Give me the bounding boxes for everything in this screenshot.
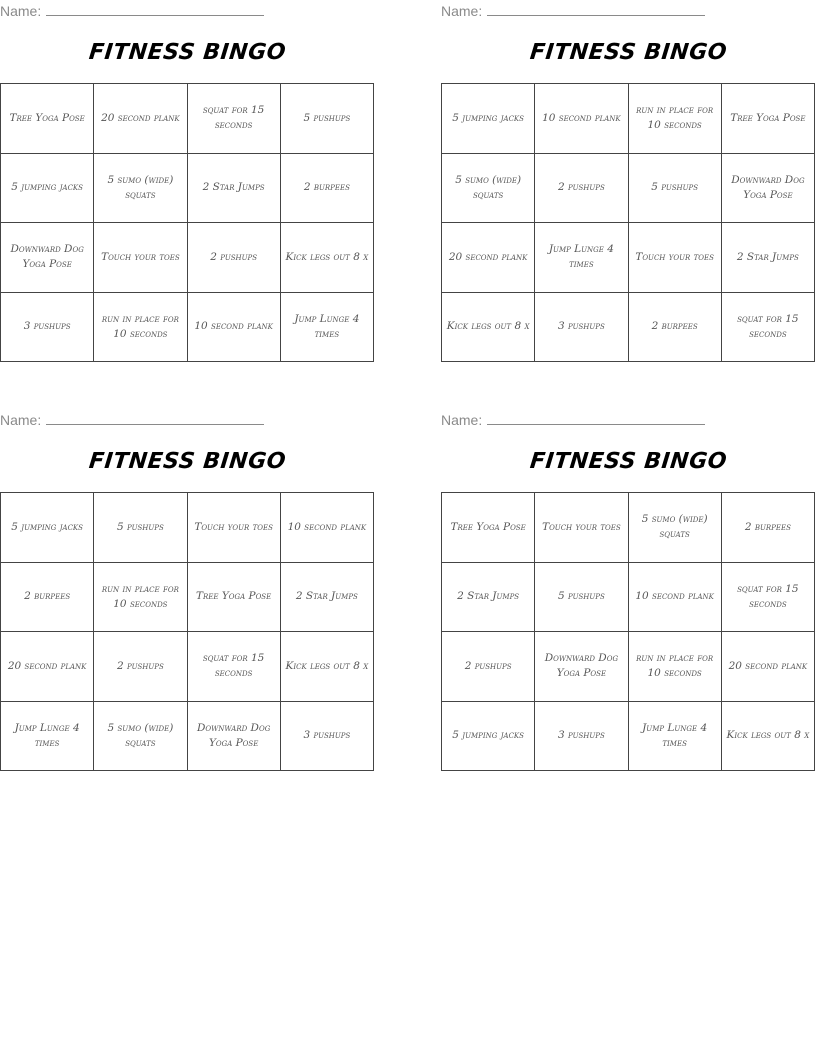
name-field (0, 412, 264, 430)
bingo-cell: 10 second plank (629, 563, 722, 633)
bingo-cell: 5 pushups (629, 154, 722, 224)
bingo-cell: Touch your toes (94, 223, 187, 293)
name-field (441, 3, 705, 21)
bingo-cell: 5 pushups (281, 84, 374, 154)
bingo-cell: 2 pushups (535, 154, 628, 224)
card-title: FITNESS BINGO (528, 40, 729, 65)
name-blank-line (487, 3, 705, 16)
bingo-cell: 3 pushups (281, 702, 374, 772)
bingo-cell: Touch your toes (535, 493, 628, 563)
name-blank-line (487, 412, 705, 425)
bingo-cell: 5 pushups (94, 493, 187, 563)
bingo-cell: Downward Dog Yoga Pose (188, 702, 281, 772)
bingo-cell: 2 burpees (722, 493, 815, 563)
bingo-cell: 5 jumping jacks (442, 702, 535, 772)
name-blank-line (46, 3, 264, 16)
bingo-cell: 5 sumo (wide) squats (629, 493, 722, 563)
bingo-cell: 5 sumo (wide) squats (94, 702, 187, 772)
bingo-cell: Tree Yoga Pose (1, 84, 94, 154)
card-title: FITNESS BINGO (87, 40, 288, 65)
bingo-cell: Kick legs out 8 x (281, 223, 374, 293)
bingo-cell: Kick legs out 8 x (442, 293, 535, 363)
bingo-cell: 10 second plank (188, 293, 281, 363)
bingo-cell: 5 jumping jacks (1, 493, 94, 563)
bingo-cell: 2 Star Jumps (281, 563, 374, 633)
bingo-cell: run in place for 10 seconds (629, 84, 722, 154)
bingo-grid (441, 83, 815, 362)
bingo-cell: Jump Lunge 4 times (629, 702, 722, 772)
bingo-cell: 3 pushups (1, 293, 94, 363)
bingo-cell: Downward Dog Yoga Pose (722, 154, 815, 224)
bingo-cell: 20 second plank (722, 632, 815, 702)
bingo-grid (441, 492, 815, 771)
bingo-cell: Touch your toes (188, 493, 281, 563)
bingo-cell: 20 second plank (94, 84, 187, 154)
bingo-cell: 5 sumo (wide) squats (94, 154, 187, 224)
bingo-card-1 (0, 0, 375, 340)
bingo-cell: 2 burpees (281, 154, 374, 224)
name-blank-line (46, 412, 264, 425)
bingo-cell: Tree Yoga Pose (188, 563, 281, 633)
name-label: Name: (441, 412, 483, 428)
bingo-cell: 10 second plank (535, 84, 628, 154)
bingo-cell: Jump Lunge 4 times (1, 702, 94, 772)
bingo-cell: 20 second plank (1, 632, 94, 702)
bingo-cell: 2 pushups (94, 632, 187, 702)
bingo-card-4 (441, 409, 816, 749)
bingo-grid (0, 83, 374, 362)
bingo-cell: 5 jumping jacks (1, 154, 94, 224)
bingo-cell: squat for 15 seconds (722, 563, 815, 633)
bingo-cell: Tree Yoga Pose (722, 84, 815, 154)
bingo-cell: 2 pushups (442, 632, 535, 702)
bingo-cell: 5 pushups (535, 563, 628, 633)
bingo-cell: Touch your toes (629, 223, 722, 293)
bingo-cell: 2 burpees (629, 293, 722, 363)
bingo-cell: Kick legs out 8 x (722, 702, 815, 772)
name-label: Name: (441, 3, 483, 19)
bingo-cell: 2 burpees (1, 563, 94, 633)
bingo-cell: Jump Lunge 4 times (281, 293, 374, 363)
bingo-cell: 2 Star Jumps (722, 223, 815, 293)
bingo-cell: 5 sumo (wide) squats (442, 154, 535, 224)
bingo-cell: 3 pushups (535, 702, 628, 772)
bingo-cell: run in place for 10 seconds (94, 293, 187, 363)
bingo-card-2 (441, 0, 816, 340)
card-title: FITNESS BINGO (528, 449, 729, 474)
bingo-cell: Jump Lunge 4 times (535, 223, 628, 293)
bingo-cell: squat for 15 seconds (722, 293, 815, 363)
bingo-cell: Tree Yoga Pose (442, 493, 535, 563)
bingo-cell: Kick legs out 8 x (281, 632, 374, 702)
name-label: Name: (0, 3, 42, 19)
bingo-cell: squat for 15 seconds (188, 632, 281, 702)
name-field (0, 3, 264, 21)
bingo-cell: 2 pushups (188, 223, 281, 293)
card-title: FITNESS BINGO (87, 449, 288, 474)
bingo-cell: 2 Star Jumps (442, 563, 535, 633)
bingo-cell: Downward Dog Yoga Pose (535, 632, 628, 702)
bingo-cell: 2 Star Jumps (188, 154, 281, 224)
bingo-cell: run in place for 10 seconds (629, 632, 722, 702)
bingo-cell: run in place for 10 seconds (94, 563, 187, 633)
bingo-grid (0, 492, 374, 771)
bingo-card-3 (0, 409, 375, 749)
name-label: Name: (0, 412, 42, 428)
bingo-cell: 10 second plank (281, 493, 374, 563)
bingo-cell: 20 second plank (442, 223, 535, 293)
bingo-cell: Downward Dog Yoga Pose (1, 223, 94, 293)
bingo-cell: squat for 15 seconds (188, 84, 281, 154)
bingo-cell: 3 pushups (535, 293, 628, 363)
name-field (441, 412, 705, 430)
bingo-cell: 5 jumping jacks (442, 84, 535, 154)
